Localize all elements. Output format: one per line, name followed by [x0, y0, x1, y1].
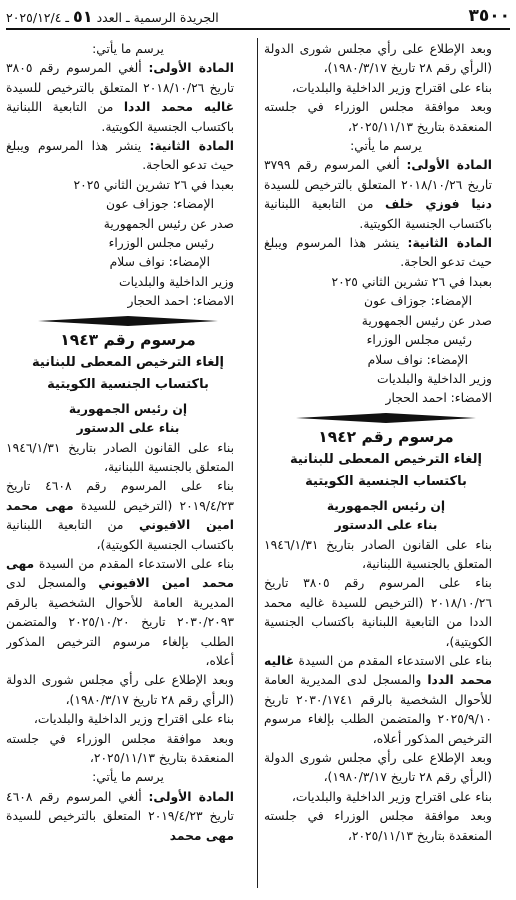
issued-by: صدر عن رئيس الجمهورية: [361, 313, 492, 328]
article-1-label: المادة الأولى:: [406, 158, 492, 173]
minister-title: وزير الداخلية والبلديات: [377, 371, 492, 386]
minister-title: وزير الداخلية والبلديات: [119, 274, 234, 289]
article-1-label: المادة الأولى:: [148, 61, 234, 76]
basis-decree: بناء على المرسوم رقم ٣٨٠٥ تاريخ ٢٠١٨/١٠/٢٦ (الترخيص للسيدة غاليه محمد الددا من التابعية اللبنانية باكتساب الجنسية الكويتية)،: [264, 576, 492, 649]
article-1-label: المادة الأولى:: [148, 789, 234, 804]
intro-opinion: وبعد الإطلاع على رأي مجلس شورى الدولة (الرأي رقم ٢٨ تاريخ ١٩٨٠/٣/١٧)،: [264, 42, 492, 76]
column-divider: [257, 38, 258, 888]
decree-1942-subtitle-2: باكتساب الجنسية الكويتية: [305, 473, 467, 489]
article-1: المادة الأولى: ألغي المرسوم رقم ٣٧٩٩ تاريخ ٢٠١٨/١٠/٢٦ المتعلق بالترخيص للسيدة دنيا فوزي خلف من التابعية اللبنانية باكتساب الجنسية الكويتية.: [264, 158, 492, 231]
issue-number: ٥١: [73, 6, 93, 26]
intro-proposal: بناء على اقتراح وزير الداخلية والبلديات،: [291, 80, 492, 95]
decrees-line: يرسم ما يأتي:: [92, 42, 164, 56]
page-number: ٣٥٠٠: [468, 6, 510, 26]
basis-approval: وبعد موافقة مجلس الوزراء في جلسته المنعقدة بتاريخ ٢٠٢٥/١١/١٣،: [264, 809, 492, 843]
authority-line: إن رئيس الجمهورية: [68, 401, 188, 416]
decree-1943-title: مرسوم رقم ١٩٤٣: [60, 330, 196, 349]
pm-title: رئيس مجلس الوزراء: [366, 333, 472, 348]
basis-opinion: وبعد الإطلاع على رأي مجلس شورى الدولة (الرأي رقم ٢٨ تاريخ ١٩٨٠/٣/١٧)،: [6, 673, 234, 707]
basis-decree: بناء على المرسوم رقم ٤٦٠٨ تاريخ ٢٠١٩/٤/٢٣ (الترخيص للسيدة مهى محمد امين الافيوني من التابعية اللبنانية باكتساب الجنسية الكويتية)،: [6, 479, 234, 552]
basis-request: بناء على الاستدعاء المقدم من السيدة غاليه محمد الددا والمسجل لدى المديرية العامة للأحوال الشخصية بالرقم ٢٠٣٠/١٧٤١ تاريخ ٢٠٢٥/٩/١٠ والمتضمن الطلب بإلغاء مرسوم الترخيص المذكور أعلاه،: [264, 653, 492, 746]
divider-ornament: [38, 316, 218, 326]
decree-1943-subtitle-1: إلغاء الترخيص المعطى للبنانية: [32, 354, 224, 370]
page-header: [6, 4, 510, 30]
decree-1942-title: مرسوم رقم ١٩٤٢: [318, 427, 454, 446]
issue-date: ـ ٢٠٢٥/١٢/٤: [6, 9, 70, 25]
minister-signature: الامضاء: احمد الحجار: [127, 294, 234, 309]
decrees-line: يرسم ما يأتي:: [350, 139, 422, 154]
article-2: المادة الثانية: ينشر هذا المرسوم ويبلغ حيث تدعو الحاجة.: [6, 139, 234, 173]
pm-signature: الإمضاء: نواف سلام: [367, 352, 468, 367]
gazette-title: الجريدة الرسمية ـ العدد: [96, 9, 219, 25]
article-2-label: المادة الثانية:: [149, 139, 234, 154]
article-1: المادة الأولى: ألغي المرسوم رقم ٣٨٠٥ تاريخ ٢٠١٨/١٠/٢٦ المتعلق بالترخيص للسيدة غاليه محمد الددا من التابعية اللبنانية باكتساب الجنسية الكويتية.: [6, 61, 234, 134]
president-signature: الإمضاء: جوزاف عون: [106, 197, 214, 212]
basis-line: بناء على الدستور: [76, 421, 180, 436]
decree-1943-subtitle-2: باكتساب الجنسية الكويتية: [47, 376, 209, 392]
article-1-person: غاليه محمد الددا: [123, 100, 234, 115]
article-2-label: المادة الثانية:: [407, 236, 492, 251]
signing-date: بعبدا في ٢٦ تشرين الثاني ٢٠٢٥: [331, 274, 492, 289]
pm-title: رئيس مجلس الوزراء: [108, 236, 214, 251]
authority-line: إن رئيس الجمهورية: [326, 498, 446, 513]
request-person: غاليه محمد الددا: [264, 653, 492, 688]
president-signature: الإمضاء: جوزاف عون: [364, 294, 472, 309]
basis-request: بناء على الاستدعاء المقدم من السيدة مهى محمد امين الافيوني والمسجل لدى المديرية العامة للأحوال الشخصية بالرقم ٢٠٣٠/٢٠٩٣ تاريخ ٢٠٢٥/١٠/٢٠ والمتضمن الطلب بإلغاء مرسوم الترخيص المذكور أعلاه،: [6, 556, 234, 668]
basis-line: بناء على الدستور: [334, 518, 438, 533]
right-column: [264, 40, 508, 895]
basis-proposal: بناء على اقتراح وزير الداخلية والبلديات،: [291, 789, 492, 804]
decree-1942-subtitle-1: إلغاء الترخيص المعطى للبنانية: [290, 451, 482, 467]
divider-ornament: [296, 413, 476, 423]
request-person: مهى محمد امين الافيوني: [6, 556, 234, 591]
article-1-person: مهى محمد: [169, 828, 234, 843]
article-1-person: دنيا فوزي خلف: [384, 197, 492, 212]
issued-by: صدر عن رئيس الجمهورية: [103, 216, 234, 231]
signing-date: بعبدا في ٢٦ تشرين الثاني ٢٠٢٥: [73, 177, 234, 192]
basis-approval: وبعد موافقة مجلس الوزراء في جلسته المنعقدة بتاريخ ٢٠٢٥/١١/١٣،: [6, 731, 234, 765]
basis-law: بناء على القانون الصادر بتاريخ ١٩٤٦/١/٣١ المتعلق بالجنسية اللبنانية،: [264, 537, 492, 571]
decree-person: مهى محمد امين الافيوني: [6, 498, 234, 533]
intro-approval: وبعد موافقة مجلس الوزراء في جلسته المنعقدة بتاريخ ٢٠٢٥/١١/١٣،: [264, 100, 492, 134]
gazette-issue-line: [6, 7, 219, 26]
minister-signature: الامضاء: احمد الحجار: [385, 391, 492, 406]
article-1-continued: المادة الأولى: ألغي المرسوم رقم ٤٦٠٨ تاريخ ٢٠١٩/٤/٢٣ المتعلق بالترخيص للسيدة مهى محمد: [6, 789, 234, 843]
article-2: المادة الثانية: ينشر هذا المرسوم ويبلغ حيث تدعو الحاجة.: [264, 236, 492, 270]
pm-signature: الإمضاء: نواف سلام: [109, 255, 210, 270]
left-column: [6, 40, 250, 895]
basis-opinion: وبعد الإطلاع على رأي مجلس شورى الدولة (الرأي رقم ٢٨ تاريخ ١٩٨٠/٣/١٧)،: [264, 751, 492, 785]
basis-law: بناء على القانون الصادر بتاريخ ١٩٤٦/١/٣١ المتعلق بالجنسية اللبنانية،: [6, 440, 234, 474]
basis-proposal: بناء على اقتراح وزير الداخلية والبلديات،: [33, 712, 234, 727]
decrees-line-2: يرسم ما يأتي:: [92, 770, 164, 785]
